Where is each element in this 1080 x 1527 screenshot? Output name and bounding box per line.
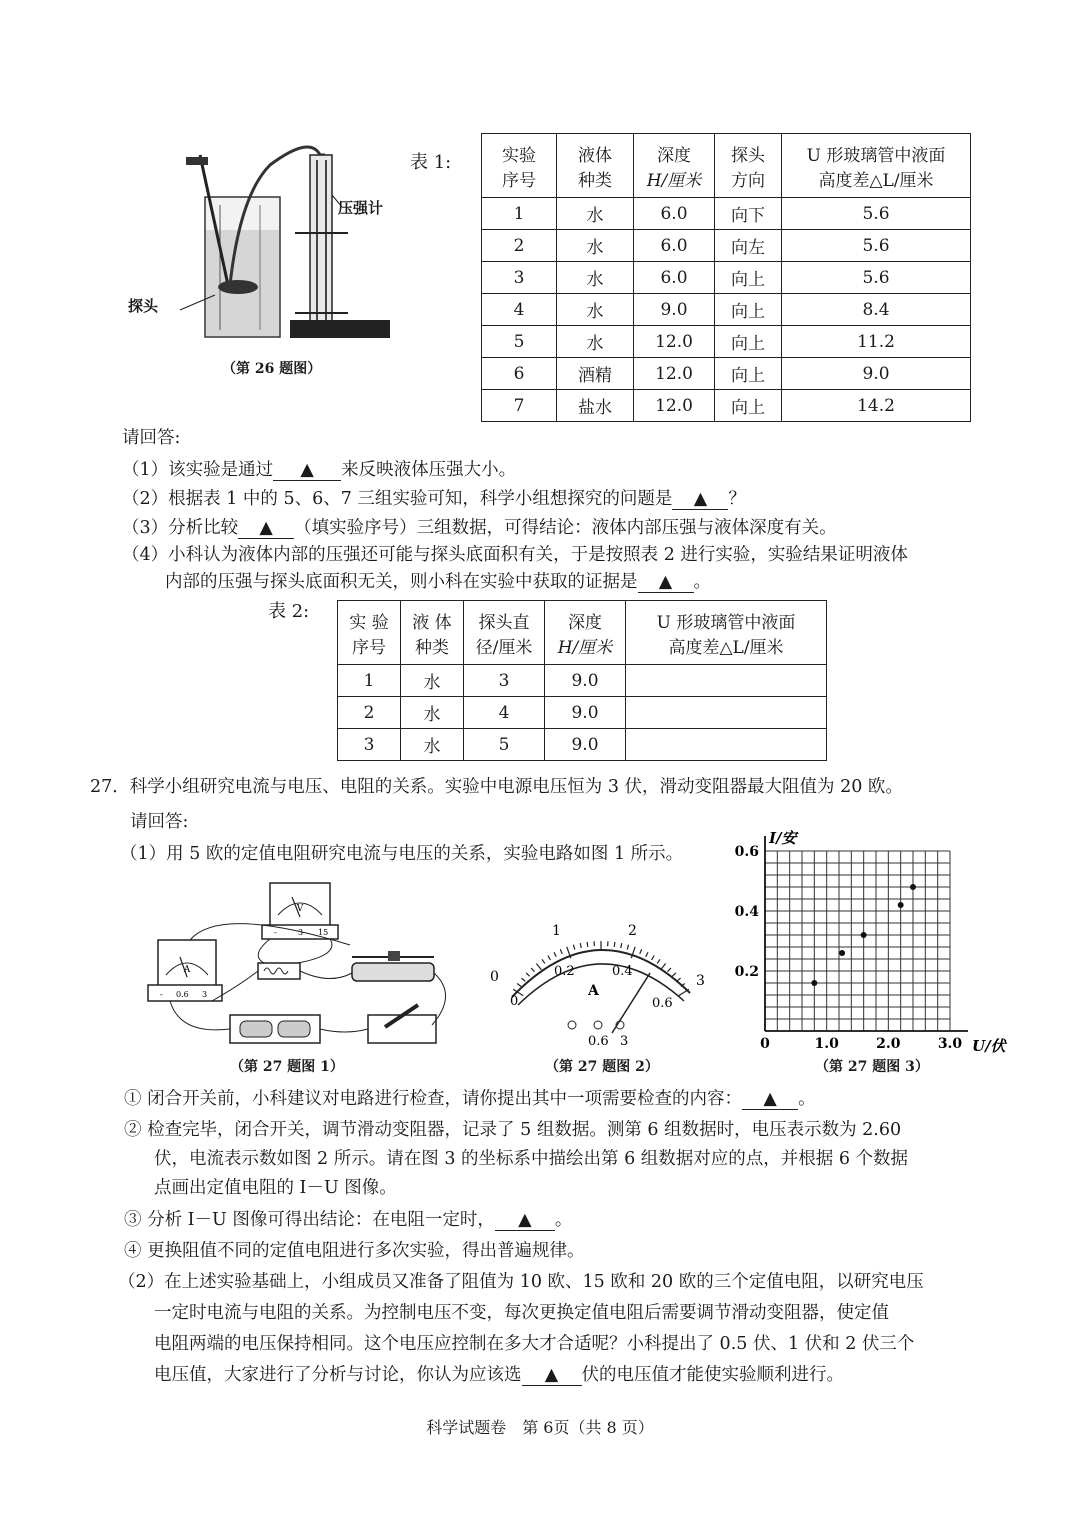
dial-tick	[679, 989, 689, 995]
dial-tick	[672, 973, 676, 976]
answer-blank[interactable]: ▲	[273, 460, 341, 481]
dial-tick	[560, 949, 562, 954]
table1-header: 液体 种类	[557, 134, 634, 198]
q27-step-2-line3: 点画出定值电阻的 I－U 图像。	[154, 1178, 397, 1198]
table-row: 7 盐水 12.0 向上 14.2	[482, 390, 971, 422]
table-row: 2 水 6.0 向左 5.6	[482, 230, 971, 262]
table-row: 3 水 6.0 向上 5.6	[482, 262, 971, 294]
q27-step-2-line2: 伏，电流表示数如图 2 所示。请在图 3 的坐标系中描绘出第 6 组数据对应的点，并根据 6 个数据	[154, 1149, 909, 1169]
table-row: 4 水 9.0 向上 8.4	[482, 294, 971, 326]
table-row: 6 酒精 12.0 向上 9.0	[482, 358, 971, 390]
dial-label: 0.6	[588, 1034, 609, 1049]
table-row: 1 水 3 9.0	[338, 665, 827, 697]
table1-label: 表 1:	[410, 152, 452, 173]
voltmeter-terminal: 3	[298, 928, 304, 937]
table2-header: 探头直 径/厘米	[464, 601, 545, 665]
y-axis-label: I/安	[769, 829, 797, 847]
dial-tick	[554, 952, 556, 956]
ammeter-terminal: 0.6	[176, 990, 189, 999]
q27-part1: （1）用 5 欧的定值电阻研究电流与电压的关系，实验电路如图 1 所示。	[120, 844, 684, 864]
dial-label: A	[588, 983, 599, 999]
table-row: 3 水 5 9.0	[338, 729, 827, 761]
y-tick-label: 0.6	[735, 844, 759, 860]
ammeter-symbol: A	[183, 965, 191, 975]
q27-part2-line1: （2）在上述实验基础上，小组成员又准备了阻值为 10 欧、15 欧和 20 欧的三个定值电阻，以研究电压	[118, 1272, 924, 1292]
x-tick-label: 2.0	[876, 1036, 901, 1052]
voltmeter-terminal: 15	[318, 928, 329, 937]
table1	[481, 133, 971, 422]
dial-tick	[531, 968, 534, 972]
fig3-caption: （第 27 题图 3）	[815, 1059, 929, 1075]
x-tick-label: 0	[760, 1036, 770, 1052]
table2	[337, 600, 827, 761]
answer-blank[interactable]: ▲	[742, 1089, 798, 1110]
dial-label: 0.2	[554, 964, 575, 979]
q27-ammeter-dial	[480, 915, 720, 1050]
dial-label: 0.4	[612, 964, 633, 979]
dial-tick	[627, 945, 628, 950]
ammeter-terminal: 3	[202, 990, 208, 999]
data-point	[910, 884, 916, 890]
q26-question-2: （2）根据表 1 中的 5、6、7 三组实验可知，科学小组想探究的问题是 ▲ ？	[122, 489, 746, 509]
q27-circuit-figure	[140, 875, 470, 1050]
q27-part2-line2: 一定时电流与电阻的关系。为控制电压不变，每次更换定值电阻后需要调节滑动变阻器，使定值	[154, 1303, 889, 1323]
table2-header: 实 验 序号	[338, 601, 401, 665]
dial-tick	[587, 942, 588, 947]
q26-answer-prompt: 请回答:	[122, 428, 181, 448]
answer-blank[interactable]: ▲	[638, 572, 694, 593]
dial-label: 3	[696, 973, 705, 989]
q27-iu-chart	[735, 826, 1015, 1054]
dial-tick	[621, 943, 622, 948]
q27-answer-prompt: 请回答:	[130, 812, 189, 832]
dial-label: 1	[552, 923, 561, 939]
table2-header: 液 体 种类	[401, 601, 464, 665]
dial-tick	[526, 973, 530, 976]
q27-intro: 27．科学小组研究电流与电压、电阻的关系。实验中电源电压恒为 3 伏，滑动变阻器最大阻值为 20 欧。	[90, 777, 903, 797]
answer-blank[interactable]: ▲	[238, 518, 294, 539]
answer-blank[interactable]: ▲	[495, 1210, 555, 1231]
table1-header: U 形玻璃管中液面 高度差△L/厘米	[782, 134, 971, 198]
table-row: 2 水 4 9.0	[338, 697, 827, 729]
dial-tick	[548, 956, 551, 960]
table-row: 1 水 6.0 向下 5.6	[482, 198, 971, 230]
table1-header: 探头 方向	[715, 134, 782, 198]
table1-header: 深度 H/厘米	[634, 134, 715, 198]
data-point	[861, 932, 867, 938]
data-point	[811, 980, 817, 986]
dial-tick	[542, 959, 545, 963]
q26-apparatus-figure	[120, 135, 410, 350]
terminal-0-6	[594, 1021, 602, 1029]
data-point	[839, 950, 845, 956]
dial-tick	[521, 978, 525, 981]
fig2-caption: （第 27 题图 2）	[545, 1059, 659, 1075]
dial-needle	[612, 973, 650, 1033]
dial-label: 2	[628, 923, 637, 939]
dial-tick	[646, 952, 648, 956]
dial-label: 3	[620, 1034, 629, 1049]
answer-blank[interactable]: ▲	[522, 1365, 582, 1386]
dial-tick	[580, 943, 581, 948]
dial-tick	[668, 968, 671, 972]
dial-tick	[536, 963, 541, 969]
voltmeter-symbol: V	[296, 904, 304, 914]
q26-figure-caption: （第 26 题图）	[222, 361, 322, 377]
q26-question-4-line2: 内部的压强与探头底面积无关，则小科在实验中获取的证据是 ▲ 。	[165, 572, 711, 592]
dial-tick	[652, 956, 655, 960]
table-row: 5 水 12.0 向上 11.2	[482, 326, 971, 358]
data-point	[898, 902, 904, 908]
ammeter-terminal: -	[160, 990, 163, 999]
q26-question-4-line1: （4）小科认为液体内部的压强还可能与探头底面积有关，于是按照表 2 进行实验，实验结果证明液体	[122, 545, 908, 565]
dial-tick	[517, 984, 521, 987]
q27-step-4: ④ 更换阻值不同的定值电阻进行多次实验，得出普遍规律。	[124, 1241, 585, 1261]
table2-header: U 形玻璃管中液面 高度差△L/厘米	[626, 601, 827, 665]
dial-tick	[573, 945, 574, 950]
dial-tick	[640, 949, 642, 954]
y-tick-label: 0.4	[735, 904, 759, 920]
q26-question-1: （1）该实验是通过 ▲ 来反映液体压强大小。	[122, 460, 517, 480]
table2-header: 深度 H/厘米	[545, 601, 626, 665]
dial-label: 0	[510, 994, 519, 1009]
answer-blank[interactable]: ▲	[672, 489, 728, 510]
page-footer: 科学试题卷 第 6页（共 8 页）	[426, 1418, 654, 1437]
dial-label: 0.6	[652, 996, 673, 1011]
terminal-minus	[568, 1021, 576, 1029]
dial-label: 0	[490, 969, 499, 985]
fig1-caption: （第 27 题图 1）	[230, 1059, 344, 1075]
q26-question-3: （3）分析比较 ▲ （填实验序号）三组数据，可得结论：液体内部压强与液体深度有关。	[122, 518, 837, 538]
dial-tick	[657, 959, 660, 963]
y-tick-label: 0.2	[735, 964, 759, 980]
x-tick-label: 1.0	[814, 1036, 839, 1052]
x-axis-label: U/伏	[972, 1037, 1006, 1054]
q27-step-2-line1: ② 检查完毕，闭合开关，调节滑动变阻器，记录了 5 组数据。测第 6 组数据时，电压表示数为 2.60	[124, 1120, 902, 1140]
q27-step-3: ③ 分析 I－U 图像可得出结论：在电阻一定时， ▲ 。	[124, 1210, 573, 1230]
dial-tick	[677, 978, 681, 981]
dial-tick	[614, 942, 615, 947]
gauge-label: 压强计	[338, 199, 384, 217]
q27-part2-line3: 电阻两端的电压保持相同。这个电压应控制在多大才合适呢？小科提出了 0.5 伏、1 伏和 2 伏三个	[154, 1334, 915, 1354]
voltmeter-terminal: -	[274, 928, 277, 937]
x-tick-label: 3.0	[937, 1036, 963, 1052]
table2-label: 表 2:	[268, 601, 310, 622]
probe-label: 探头	[128, 297, 159, 315]
dial-tick	[661, 963, 666, 969]
table1-header: 实验 序号	[482, 134, 557, 198]
q27-step-1: ① 闭合开关前，小科建议对电路进行检查，请你提出其中一项需要检查的内容： ▲ 。	[124, 1089, 816, 1109]
q27-part2-line4: 电压值，大家进行了分析与讨论，你认为应该选 ▲ 伏的电压值才能使实验顺利进行。	[154, 1365, 844, 1385]
